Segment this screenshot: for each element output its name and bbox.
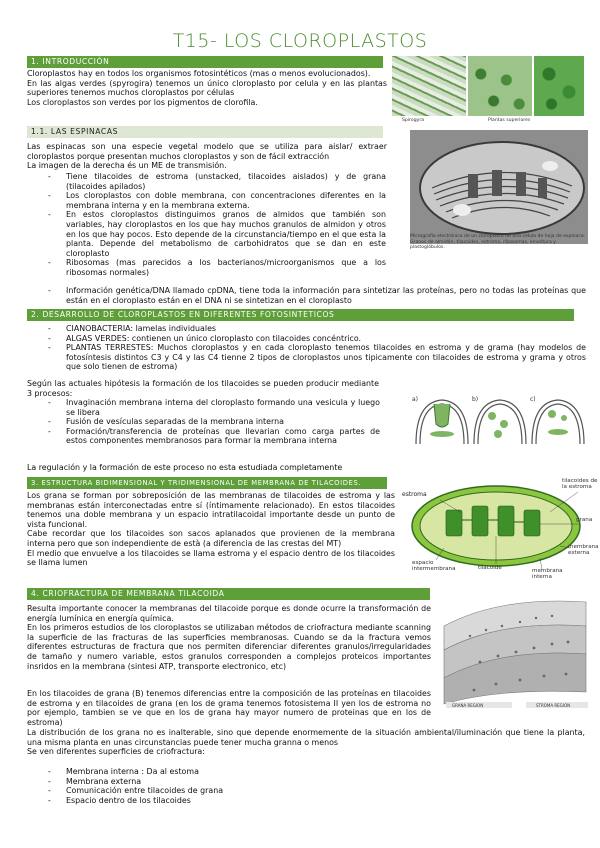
label-estroma: estroma — [402, 491, 427, 498]
procesos-list — [46, 398, 380, 446]
list-item: - Fusión de vesículas separadas de la membrana interna — [46, 417, 380, 427]
list-item: - Comunicación entre tilacoides de grana — [46, 786, 446, 796]
plant-cells-micrograph — [468, 56, 532, 116]
tem-chloroplast-drawing — [410, 130, 588, 244]
list-item: - Formación/transferencia de proteínas que llevarian como carga partes de estos componentes membranosos para formar la membrana interna — [46, 427, 380, 446]
estructura-para-1: Los grana se forman por sobreposición de las membranas de tilacoides de estroma y las membranas están interconectadas entre sí (íntimamente relacionado). En estos tilacoides tenemos una doble membrana y un espacio intratilacoidal importante desde un punto de vista funcional. — [27, 491, 395, 529]
section-heading-espinacas: 1.1. LAS ESPINACAS — [27, 126, 383, 138]
label-tilacoides-estroma: tilacoides de la estroma — [562, 478, 598, 491]
list-item: - ALGAS VERDES: contienen un único cloroplasto con tilacoides concéntrico. — [46, 334, 586, 344]
intro-line-3: Los cloroplastos son verdes por los pigmentos de clorofila. — [27, 97, 258, 107]
desarrollo-list — [46, 324, 586, 372]
label-tilacoide: tilacoide — [478, 565, 502, 571]
tem-chloroplast-image — [410, 130, 588, 244]
list-item: - Membrana externa — [46, 777, 446, 787]
list-item: - En estos cloroplastos distinguimos granos de almidos que también son variables, hay cloroplastos en los que hay muchos granulos de almidon y otros en los que hay pocos. Esto depende de la circunstancia/tiempo en el que esta la planta. Depende del metabolismo de carbohidratos que se dan en este cloroplasto — [46, 210, 386, 258]
freeze-fracture-image — [440, 596, 590, 712]
label-espacio-intermembrana: espacio intermembrana — [412, 560, 456, 573]
thylakoid-formation-diagram — [412, 394, 588, 450]
criofractura-para-3: En los tilacoides de grana (B) tenemos diferencias entre la composición de las proteínas en tilacoides de estroma y en tilacoides de grana (en los de grama tenemos fotosistema II yen los de estroma no por ejemplo, tambien se ve que en los de grana hay mayor numero de proteinas que en los de estroma) — [27, 689, 431, 727]
criofractura-text-b — [27, 689, 431, 727]
list-item: - PLANTAS TERRESTES: Muchos cloroplastos y en cada cloroplasto tenemos tilacoides en estroma y de grama (hay modelos de fotosíntesis distintos C3 y C4 y las C4 tienne 2 tipos de cloroplastos unos tipicamente con tilacoides de estroma y grama y otros que solo tienen de estroma) — [46, 343, 586, 372]
criofractura-text-narrow — [27, 604, 431, 671]
diagram-label-b: b) — [472, 396, 479, 403]
list-item: - Ribosomas (mas parecidos a los bacterianos/microorganismos que a los ribosomas normales) — [46, 258, 386, 277]
estructura-para-3: El medio que envuelve a los tilacoides se llama estroma y el espacio dentro de los tilacoides se llama lumen — [27, 548, 395, 568]
diagram-label-c: c) — [530, 396, 536, 403]
desarrollo-lead: Según las actuales hipótesis la formación de los tilacoides se pueden producir mediante 3 procesos: — [27, 379, 379, 398]
estructura-para-2: Cabe recordar que los tilacoides son sacos aplanados que provienen de la membrana interna pero que son independiente de està (a diferencia de las crestas del MT) — [27, 529, 395, 548]
list-item: - Tiene tilacoides de estroma (unstacked, tilacoides aislados) y de grana (tilacoides apilados) — [46, 172, 386, 191]
list-item: - CIANOBACTERIA: lamelas individuales — [46, 324, 586, 334]
espinacas-list — [46, 172, 386, 278]
desarrollo-closing: La regulación y la formación de este proceso no esta estudiada completamente — [27, 463, 343, 472]
list-item: - Información genética/DNA llamado cpDNA, tiene toda la información para sintetizar las proteínas, pero no todas las proteínas que están en el cloroplasto están en el DNA ni se sintetizan en el cloroplasto — [46, 286, 586, 305]
espinacas-intro — [27, 142, 387, 171]
list-item: - Invaginación membrana interna del cloroplasto formando una vesicula y luego se libera — [46, 398, 380, 417]
section-heading-desarrollo: 2. DESARROLLO DE CLOROPLASTOS EN DIFERENTES FOTOSINTETICOS — [27, 309, 574, 321]
label-membrana-externa: membrana externa — [568, 544, 599, 557]
list-item: - Espacio dentro de los tilacoides — [46, 796, 446, 806]
criofractura-para-2: En los primeros estudios de los cloroplastos se utilizaban métodos de criofractura mediante scanning la superficie de las fracturas de las superficies membranosas. Cuando se da la fractura vemos diferentes estructuras de fractura que nos permiten diferenciar diferentes granulos/irregularidades de tamaño y numero variable, estos granulos corresponden a complejos proteicos importantes insridos en la membrana (sintesi ATP, transporte electronico, etc) — [27, 623, 431, 671]
section-heading-criofractura: 4. CRIOFRACTURA DE MEMBRANA TILACOIDA — [27, 588, 430, 600]
section-heading-introduccion: 1. INTRODUCCIÓN — [27, 56, 383, 68]
espinacas-list-wide — [46, 286, 586, 305]
spirogyra-caption: Spirogyra — [402, 118, 425, 123]
superficies-list — [46, 767, 446, 805]
criofractura-para-5: Se ven diferentes superficies de criofractura: — [27, 747, 205, 757]
stroma-region-label: STROMA REGION — [536, 703, 571, 708]
label-grana: grana — [576, 517, 593, 523]
intro-line-2: En las algas verdes (spyrogira) tenemos un único cloroplasto por celula y en las plantas superiores tenemos muchos cloroplastos por células — [27, 78, 387, 98]
spirogyra-micrograph — [392, 56, 466, 116]
list-item: - Los cloroplastos con doble membrana, con concentraciones diferentes en la membrana interna y en la membrana externa. — [46, 191, 386, 210]
espinacas-lead: La imagen de la derecha és un ME de transmisión. — [27, 161, 227, 171]
chloroplasts-micrograph — [534, 56, 584, 116]
formation-drawing — [412, 394, 588, 450]
tem-caption: Micrografía electrónica de un cloroplasto de una célula de hoja de espinaca. Granos de almidón, tilacoides, estroma, ribosomas, envoltura y plastoglóbulos. — [410, 234, 586, 251]
criofractura-para-1: Resulta importante conocer la membranas del tilacoide porque es donde ocurre la transformación de energía lumínica en energía química. — [27, 604, 431, 623]
label-membrana-interna: membrana interna — [532, 568, 563, 581]
freeze-fracture-drawing — [440, 596, 590, 712]
espinacas-intro-text: Las espinacas son una especie vegetal modelo que se utiliza para aislar/ extraer cloroplastos porque presentan muchos cloroplastos y son de fácil extracción — [27, 142, 387, 161]
intro-text — [27, 69, 387, 107]
intro-line-1: Cloroplastos hay en todos los organismos fotosintéticos (mas o menos evolucionados). — [27, 69, 371, 78]
criofractura-para-4: La distribución de los grana no es inalterable, sino que depende enormemente de la situación ambiental/iluminación que tiene la planta, una misma planta en unas circunstancias puede tener mucha granna o menos — [27, 728, 585, 747]
estructura-text — [27, 491, 395, 568]
page-title: T15- LOS CLOROPLASTOS — [172, 30, 428, 52]
criofractura-text-wide — [27, 728, 585, 757]
grana-region-label: GRANA REGION — [452, 703, 484, 708]
section-heading-estructura: 3. ESTRUCTURA BIDIMENSIONAL Y TRIDIMENSIONAL DE MEMBRANA DE TILACOIDES. — [27, 477, 387, 489]
list-item: - Membrana interna : Da al estoma — [46, 767, 446, 777]
diagram-label-a: a) — [412, 396, 419, 403]
plants-caption: Plantas superiores — [488, 118, 531, 123]
